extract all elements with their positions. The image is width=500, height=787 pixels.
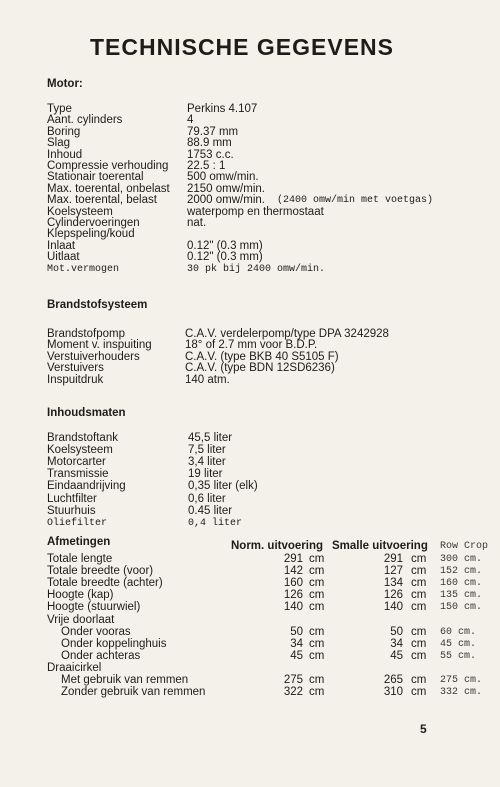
dimension-norm: 140 [283, 601, 303, 614]
spec-label: Max. toerental, onbelast [47, 182, 170, 195]
dimension-rc: 55 cm. [440, 650, 477, 662]
spec-label: Eindaandrijving [47, 480, 126, 493]
dimension-label: Totale lengte [47, 553, 113, 565]
dimension-smal: 126 [383, 589, 403, 602]
spec-value: 18° of 2.7 mm voor B.D.P. [185, 339, 318, 352]
spec-label: Verstuivers [47, 362, 104, 375]
dimension-smal: 127 [383, 565, 403, 578]
spec-value: 88.9 mm [187, 137, 232, 150]
spec-value: 30 pk bij 2400 omw/min. [187, 263, 326, 275]
spec-label: Brandstoftank [47, 432, 118, 444]
spec-label: Compressie verhouding [47, 160, 169, 172]
column-header-row-crop: Row Crop [440, 541, 489, 552]
table-row [47, 686, 497, 699]
spec-value: 79.37 mm [187, 125, 239, 138]
spec-value: 19 liter [188, 468, 223, 481]
dimension-smalu: cm [411, 601, 427, 614]
dimension-label: Onder achteras [61, 649, 141, 662]
spec-value: 0,6 liter [188, 492, 226, 505]
spec-label: Stationair toerental [47, 171, 144, 184]
column-header-smal: Smalle uitvoering [332, 540, 428, 552]
dimension-rc: 60 cm. [440, 626, 477, 638]
dimension-smalu: cm [411, 637, 427, 650]
dimension-label: Totale breedte (voor) [47, 565, 154, 578]
spec-label: Koelsysteem [47, 205, 113, 218]
dimension-normu: cm [309, 601, 325, 614]
spec-value: waterpomp en thermostaat [187, 205, 324, 218]
dimension-smal: 134 [383, 577, 403, 590]
dimension-rc: 275 cm. [440, 675, 483, 686]
spec-label: Transmissie [47, 468, 109, 481]
dimension-label: Hoogte (kap) [47, 589, 114, 602]
dimension-norm: 322 [283, 686, 303, 699]
dimension-norm: 291 [283, 553, 303, 565]
section-heading-afmetingen: Afmetingen [47, 536, 111, 548]
dimension-normu: cm [309, 553, 325, 565]
table-row [47, 614, 497, 627]
dimension-smalu: cm [411, 577, 427, 590]
dimension-label: Draaicirkel [47, 661, 102, 674]
dimension-smalu: cm [411, 686, 427, 699]
spec-label: Klepspeling/koud [47, 228, 135, 241]
spec-value: 0,35 liter (elk) [188, 480, 258, 493]
page-title: TECHNISCHE GEGEVENS [90, 34, 394, 60]
column-header-norm: Norm. uitvoering [231, 540, 324, 552]
table-row [47, 577, 497, 590]
spec-label: Inlaat [47, 239, 76, 252]
typed-annotation: (2400 omw/min met voetgas) [277, 195, 434, 207]
dimension-label: Zonder gebruik van remmen [61, 686, 206, 699]
dimension-smal: 291 [383, 553, 403, 565]
dimension-normu: cm [309, 637, 325, 650]
spec-label: Cylindervoeringen [47, 217, 140, 229]
spec-label: Max. toerental, belast [47, 194, 157, 207]
table-row [47, 601, 497, 614]
spec-label: Oliefilter [47, 517, 108, 529]
spec-value: 500 omw/min. [187, 171, 259, 184]
section-heading-inhoudsmaten: Inhoudsmaten [47, 407, 126, 419]
dimension-smal: 34 [390, 637, 403, 650]
dimension-label: Vrije doorlaat [47, 613, 115, 626]
spec-value: C.A.V. verdelerpomp/type DPA 3242928 [185, 328, 389, 340]
spec-label: Luchtfilter [47, 492, 97, 505]
dimension-normu: cm [309, 625, 325, 638]
dimension-smalu: cm [411, 565, 427, 578]
spec-value: 0.12" (0.3 mm) [187, 251, 263, 264]
table-row [47, 662, 497, 675]
dimension-rc: 300 cm. [440, 554, 483, 565]
spec-label: Verstuiverhouders [47, 350, 140, 363]
spec-label: Slag [47, 137, 71, 150]
spec-value: C.A.V. (type BKB 40 S5105 F) [185, 350, 339, 363]
spec-value: Perkins 4.107 [187, 103, 258, 115]
dimension-norm: 142 [283, 565, 303, 578]
dimension-rc: 150 cm. [440, 602, 483, 614]
dimension-smal: 310 [383, 686, 403, 699]
spec-value: 2150 omw/min. [187, 182, 265, 195]
dimension-norm: 275 [283, 674, 303, 686]
table-row [47, 589, 497, 602]
page-number: 5 [420, 722, 427, 736]
table-row [47, 674, 497, 687]
spec-label: Boring [47, 125, 81, 138]
dimension-normu: cm [309, 589, 325, 602]
spec-label: Inspuitdruk [47, 373, 104, 386]
dimension-norm: 126 [283, 589, 303, 602]
table-row [47, 626, 497, 639]
dimension-smal: 265 [383, 674, 403, 686]
dimension-rc: 160 cm. [440, 578, 483, 590]
dimension-normu: cm [309, 577, 325, 590]
dimension-rc: 152 cm. [440, 566, 483, 578]
spec-value: 0,4 liter [188, 517, 243, 529]
dimension-smalu: cm [411, 625, 427, 638]
dimension-label: Met gebruik van remmen [61, 674, 189, 686]
dimension-norm: 34 [290, 637, 303, 650]
table-row [47, 638, 497, 651]
spec-label: Koelsysteem [47, 444, 113, 457]
spec-label: Aant. cylinders [47, 114, 123, 127]
spec-value: 1753 c.c. [187, 148, 234, 161]
dimension-normu: cm [309, 649, 325, 662]
dimension-norm: 160 [283, 577, 303, 590]
table-row [47, 553, 497, 566]
dimension-norm: 45 [290, 649, 303, 662]
dimension-rc: 332 cm. [440, 687, 483, 699]
spec-label: Uitlaat [47, 251, 80, 264]
section-heading-brandstofsysteem: Brandstofsysteem [47, 299, 148, 311]
dimension-rc: 135 cm. [440, 590, 483, 602]
dimension-normu: cm [309, 674, 325, 686]
dimension-smalu: cm [411, 649, 427, 662]
spec-value: nat. [187, 217, 207, 229]
spec-label: Stuurhuis [47, 504, 96, 517]
spec-label: Moment v. inspuiting [47, 339, 152, 352]
table-row [47, 565, 497, 578]
dimension-label: Onder koppelinghuis [61, 637, 167, 650]
section-heading-motor: Motor: [47, 78, 83, 90]
dimension-norm: 50 [290, 625, 303, 638]
dimension-smalu: cm [411, 589, 427, 602]
dimension-label: Totale breedte (achter) [47, 577, 163, 590]
spec-value: C.A.V. (type BDN 12SD6236) [185, 362, 335, 375]
dimension-label: Hoogte (stuurwiel) [47, 601, 141, 614]
spec-value: 22.5 : 1 [187, 160, 226, 172]
spec-value: 0.12" (0.3 mm) [187, 239, 263, 252]
dimension-rc: 45 cm. [440, 638, 477, 650]
spec-value: 45,5 liter [188, 432, 233, 444]
dimension-normu: cm [309, 565, 325, 578]
spec-label: Motorcarter [47, 456, 106, 469]
dimension-smalu: cm [411, 553, 427, 565]
dimension-smal: 140 [383, 601, 403, 614]
spec-label: Inhoud [47, 148, 83, 161]
dimension-smal: 50 [390, 625, 403, 638]
dimension-label: Onder vooras [61, 625, 131, 638]
dimension-normu: cm [309, 686, 325, 699]
spec-label: Brandstofpomp [47, 328, 125, 340]
spec-label: Mot.vermogen [47, 263, 120, 275]
spec-value: 2000 omw/min. [187, 194, 265, 207]
spec-value: 140 atm. [185, 373, 230, 386]
spec-value: 3,4 liter [188, 456, 226, 469]
spec-label: Type [47, 103, 72, 115]
table-row [47, 650, 497, 663]
dimension-smal: 45 [390, 649, 403, 662]
spec-value: 7,5 liter [188, 444, 226, 457]
spec-value: 4 [187, 114, 194, 127]
dimension-smalu: cm [411, 674, 427, 686]
spec-value: 0.45 liter [188, 504, 233, 517]
